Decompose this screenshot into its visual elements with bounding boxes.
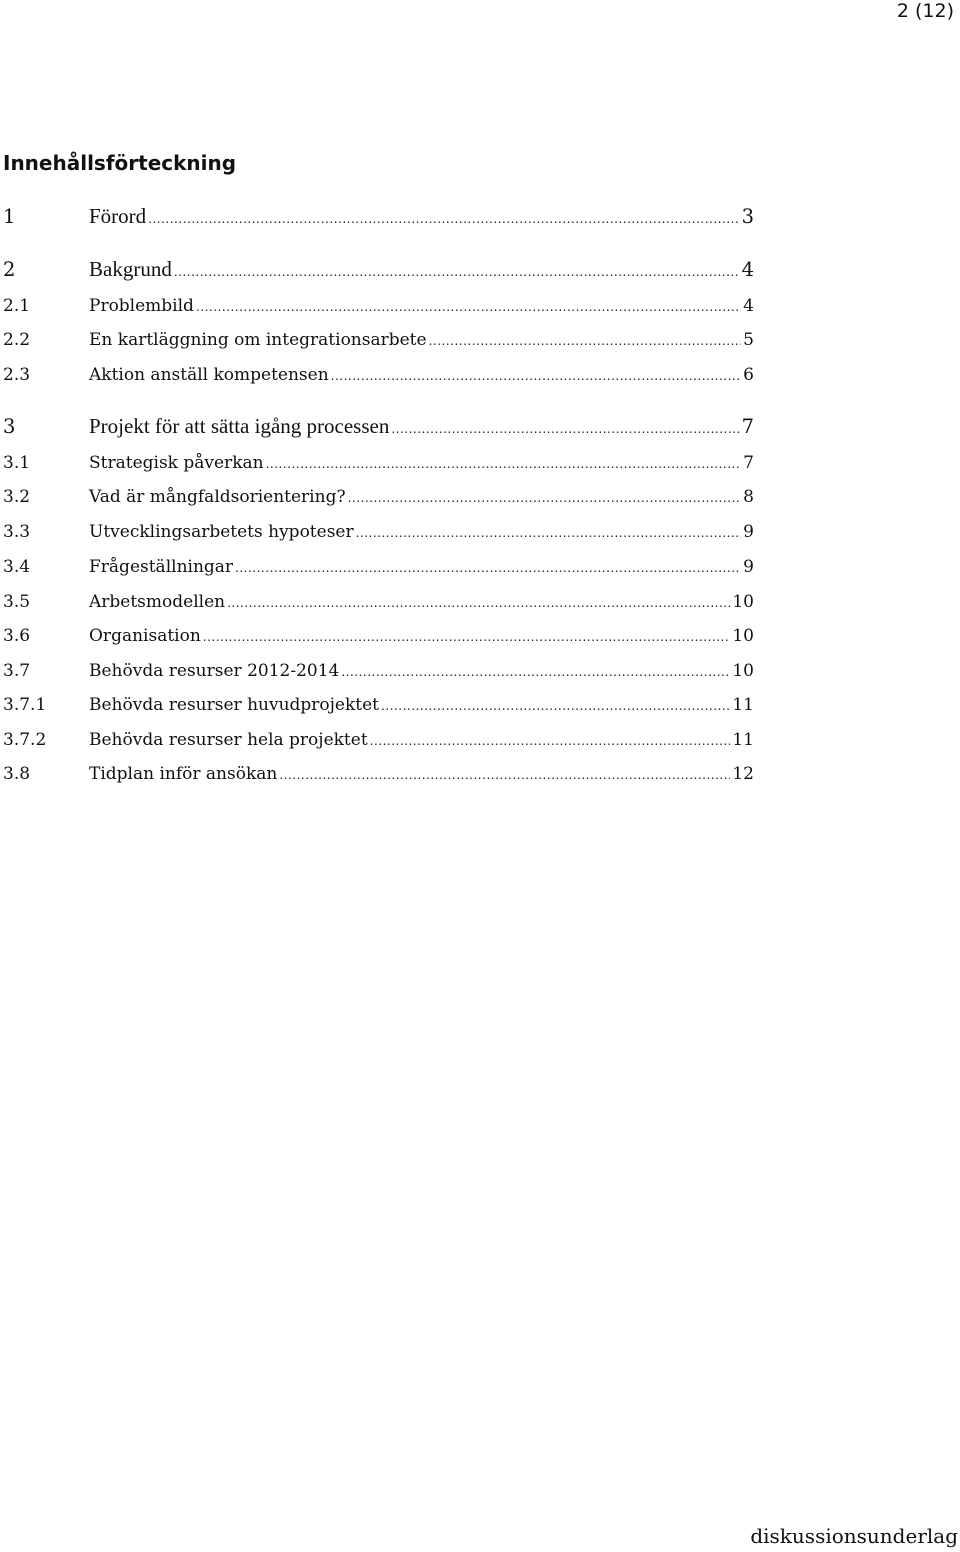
toc-entry-page: 4 [743, 296, 754, 316]
toc-entry-number: 3.8 [3, 764, 31, 784]
toc-entry-page: 11 [732, 730, 754, 750]
toc-dot-leader [356, 527, 742, 539]
toc-entry-number: 3.4 [3, 557, 31, 577]
toc-entry-3-1[interactable] [3, 451, 754, 475]
toc-entry-1[interactable] [3, 202, 754, 230]
toc-entry-number: 3.2 [3, 487, 31, 507]
toc-entry-number: 3.7.1 [3, 695, 47, 715]
toc-entry-2-3[interactable] [3, 363, 754, 387]
toc-dot-leader [203, 631, 731, 643]
toc-entry-title: Vad är mångfaldsorientering? [89, 487, 346, 507]
toc-entry-page: 10 [732, 626, 754, 646]
toc-dot-leader [227, 597, 730, 609]
toc-entry-number: 3.1 [3, 453, 31, 473]
toc-entry-title: Bakgrund [89, 257, 172, 281]
toc-entry-title: Problembild [89, 296, 194, 316]
toc-entry-page: 3 [741, 205, 754, 228]
page-number: 2 (12) [896, 0, 954, 22]
toc-entry-page: 10 [732, 661, 754, 681]
toc-dot-leader [235, 562, 741, 574]
toc-entry-3-7-2[interactable] [3, 728, 754, 752]
toc-entry-title: Projekt för att sätta igång processen [89, 414, 390, 438]
toc-entry-number: 2.2 [3, 330, 31, 350]
toc-title: Innehållsförteckning [3, 151, 237, 175]
toc-entry-title: Strategisk påverkan [89, 453, 264, 473]
toc-entry-title: Aktion anställ kompetensen [89, 365, 329, 385]
toc-entry-number: 2.1 [3, 296, 31, 316]
toc-entry-number: 2 [3, 258, 16, 281]
toc-entry-3-4[interactable] [3, 555, 754, 579]
toc-entry-number: 3.3 [3, 522, 31, 542]
toc-entry-title: Tidplan inför ansökan [89, 764, 278, 784]
toc-entry-page: 12 [732, 764, 754, 784]
toc-entry-title: Organisation [89, 626, 201, 646]
toc-dot-leader [429, 335, 742, 347]
toc-entry-3-8[interactable] [3, 762, 754, 786]
toc-entry-page: 7 [741, 415, 754, 438]
toc-entry-number: 1 [3, 205, 16, 228]
toc-entry-3-5[interactable] [3, 590, 754, 614]
toc-entry-2-2[interactable] [3, 328, 754, 352]
toc-entry-page: 5 [743, 330, 754, 350]
toc-dot-leader [381, 700, 730, 712]
toc-entry-number: 2.3 [3, 365, 31, 385]
toc-entry-page: 9 [743, 522, 754, 542]
toc-entry-page: 9 [743, 557, 754, 577]
toc-entry-2-1[interactable] [3, 294, 754, 318]
toc-entry-number: 3.7 [3, 661, 31, 681]
toc-entry-title: Förord [89, 204, 147, 228]
toc-dot-leader [348, 492, 742, 504]
toc-entry-title: En kartläggning om integrationsarbete [89, 330, 427, 350]
toc-entry-page: 8 [743, 487, 754, 507]
toc-entry-number: 3 [3, 415, 16, 438]
toc-entry-3-3[interactable] [3, 520, 754, 544]
footer-label: diskussionsunderlag [750, 1524, 958, 1548]
toc-entry-page: 4 [741, 258, 754, 281]
toc-entry-3-7-1[interactable] [3, 693, 754, 717]
toc-dot-leader [370, 735, 731, 747]
toc-entry-page: 7 [743, 453, 754, 473]
toc-entry-number: 3.5 [3, 592, 31, 612]
toc-entry-number: 3.7.2 [3, 730, 47, 750]
toc-entry-title: Behövda resurser 2012-2014 [89, 661, 340, 681]
toc-entry-page: 10 [732, 592, 754, 612]
toc-entry-2[interactable] [3, 255, 754, 283]
toc-entry-number: 3.6 [3, 626, 31, 646]
toc-entry-3-6[interactable] [3, 624, 754, 648]
toc-dot-leader [174, 266, 740, 278]
toc-entry-3-2[interactable] [3, 485, 754, 509]
toc-dot-leader [266, 458, 742, 470]
toc-dot-leader [148, 213, 739, 225]
toc-dot-leader [341, 666, 730, 678]
toc-entry-title: Behövda resurser hela projektet [89, 730, 368, 750]
toc-dot-leader [331, 370, 742, 382]
toc-entry-page: 6 [743, 365, 754, 385]
toc-entry-page: 11 [732, 695, 754, 715]
toc-dot-leader [279, 769, 730, 781]
toc-entry-title: Arbetsmodellen [89, 592, 226, 612]
toc-entry-3[interactable] [3, 412, 754, 440]
toc-dot-leader [196, 301, 741, 313]
toc-dot-leader [391, 423, 739, 435]
toc-entry-title: Utvecklingsarbetets hypoteser [89, 522, 354, 542]
toc-entry-title: Behövda resurser huvudprojektet [89, 695, 379, 715]
toc-entry-title: Frågeställningar [89, 557, 234, 577]
toc-entry-3-7[interactable] [3, 659, 754, 683]
